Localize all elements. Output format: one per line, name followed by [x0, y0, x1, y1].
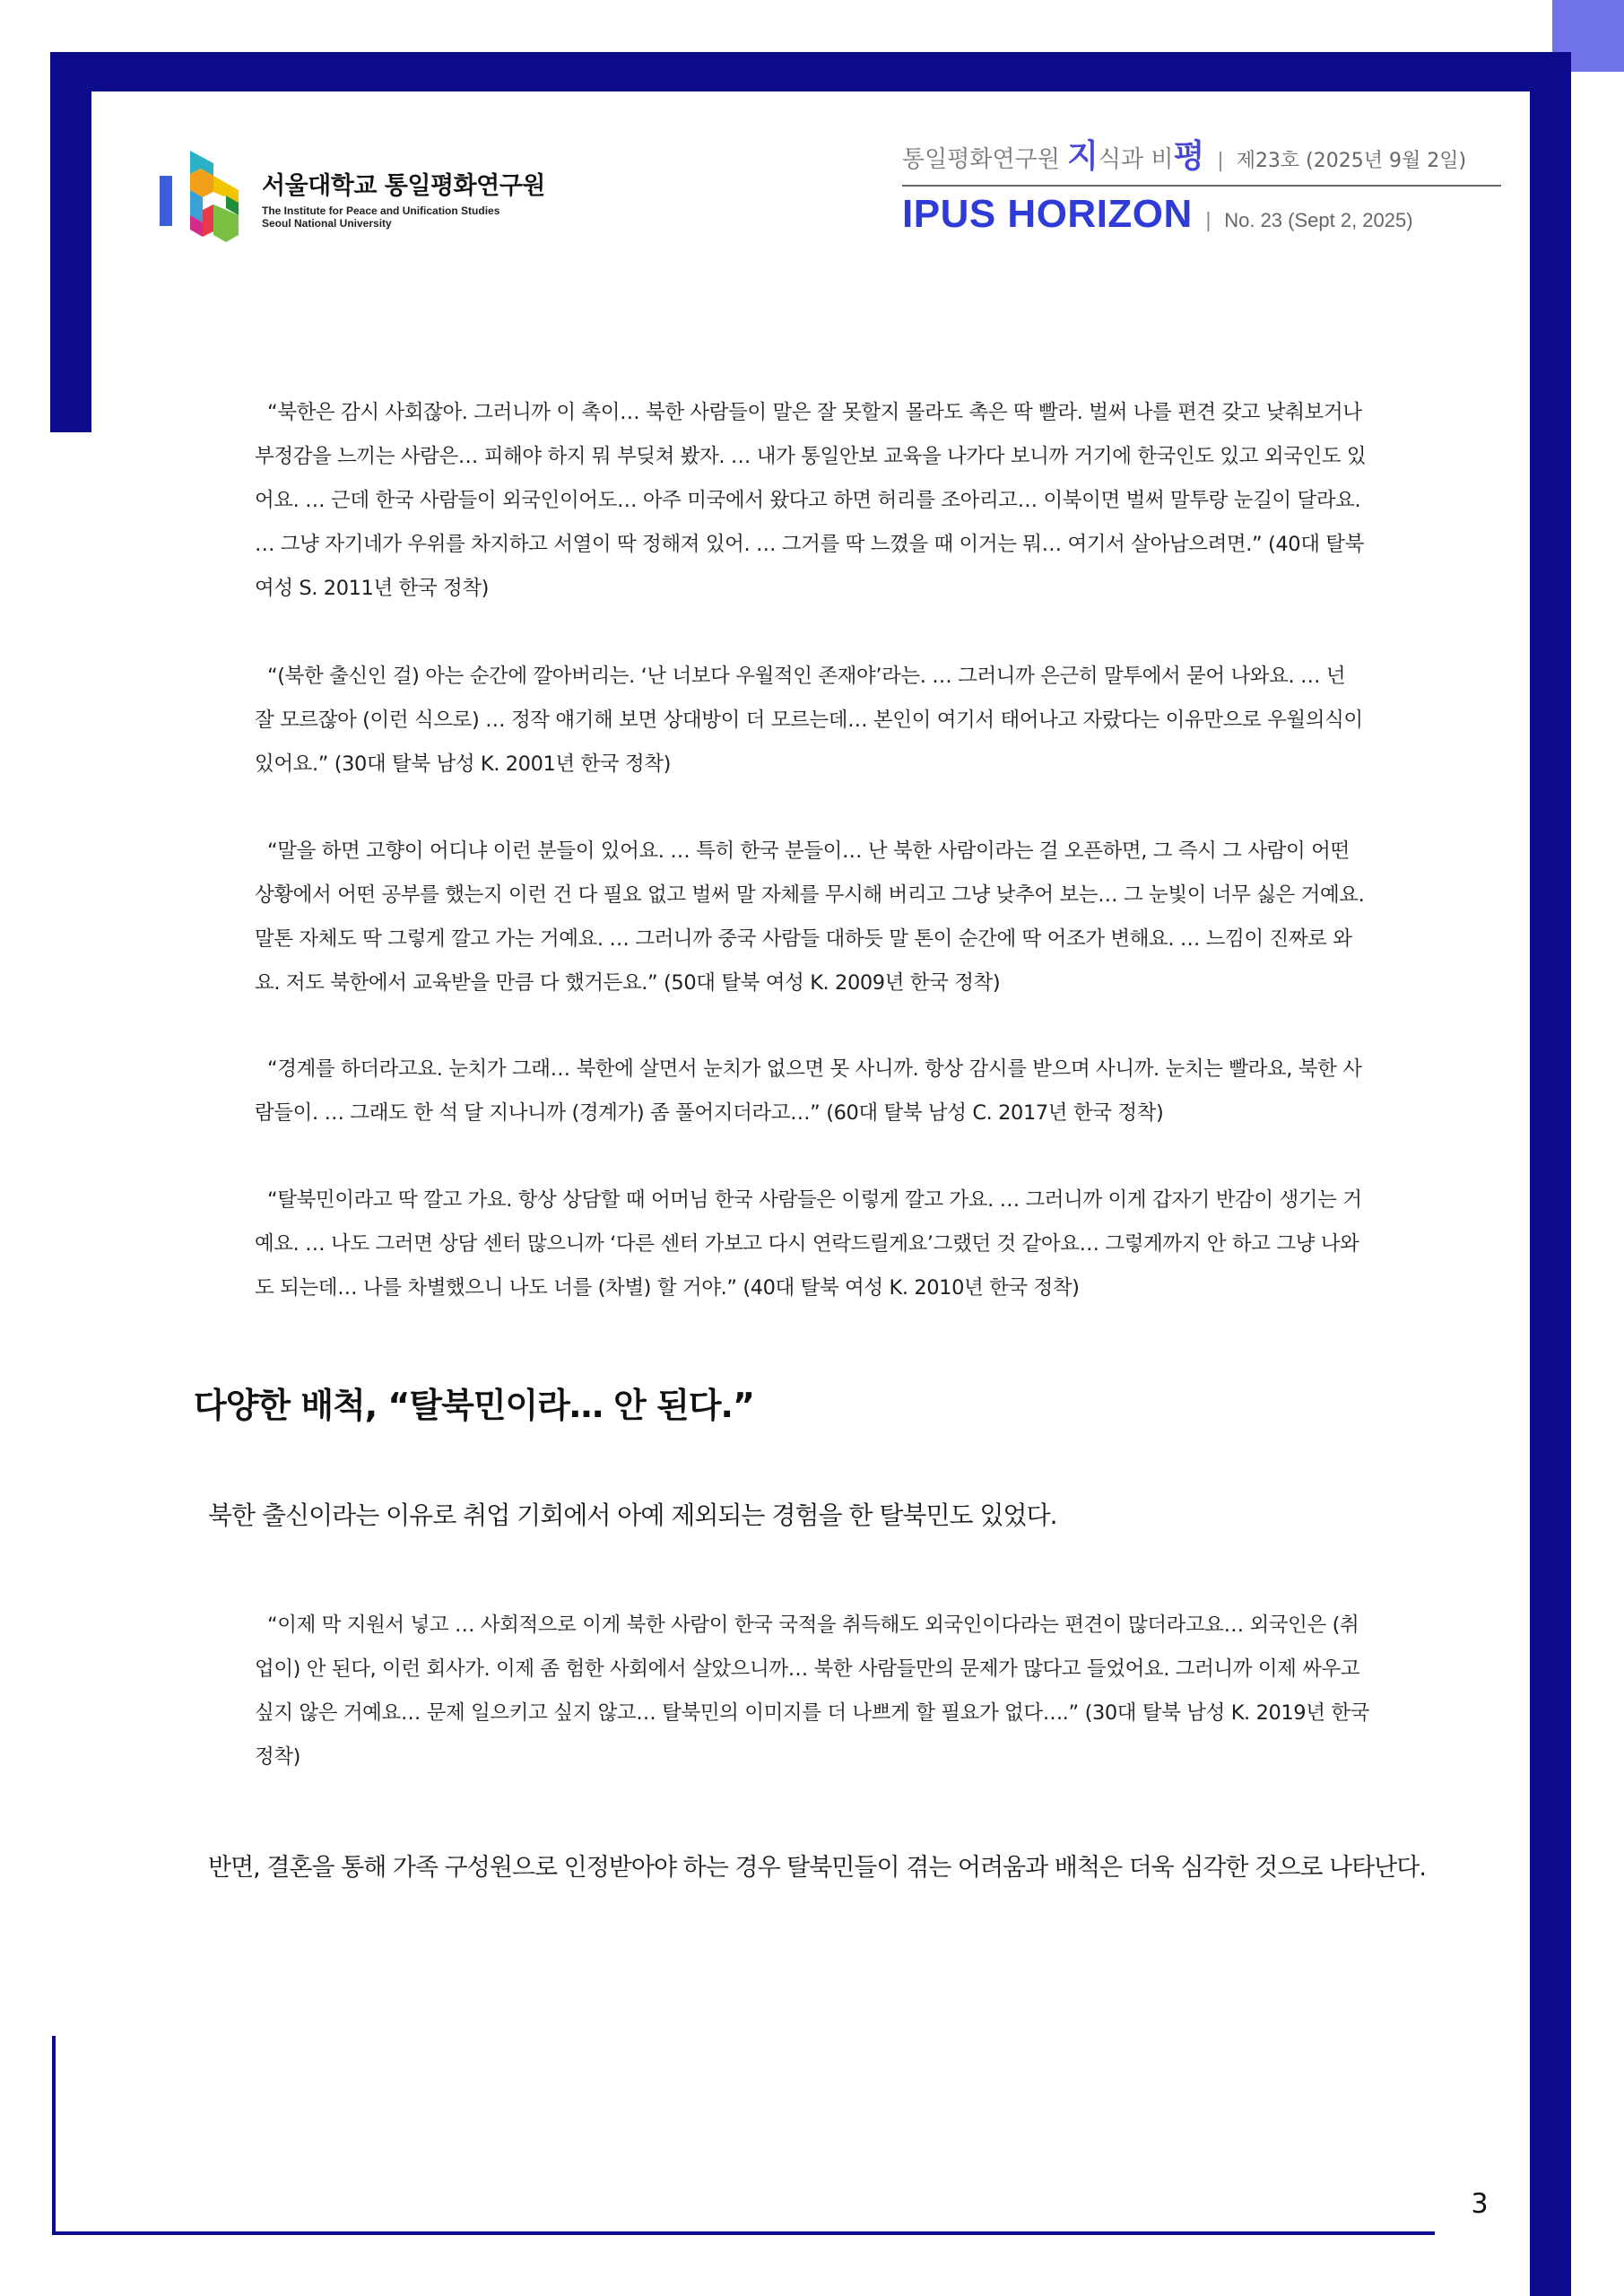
page-frame-right [1530, 52, 1571, 2296]
masthead-series-name [902, 131, 1204, 177]
page-frame-left [50, 52, 91, 432]
masthead-brand: IPUS HORIZON [902, 192, 1193, 236]
masthead-ko-row [902, 131, 1501, 183]
institute-name-en-line1: The Institute for Peace and Unification Studies [262, 204, 500, 217]
body-paragraph-1: 북한 출신이라는 이유로 취업 기회에서 아예 제외되는 경험을 한 탈북민도 있었다. [208, 1500, 1057, 1530]
masthead-separator: | [1217, 150, 1224, 172]
interview-quote-2: “(북한 출신인 걸) 아는 순간에 깔아버리는. ‘난 너보다 우월적인 존재야’라는. … 그러니까 은근히 말투에서 묻어 나와요. … 넌 잘 모르잖아 (이런 식으로) … 정작 얘기해 보면 상대방이 더 모르는데… 본인이 여기서 태어나고 자랐다는 이유만으로 우월의식이 있어요.” (30대 탈북 남성 K. 2001년 한국 정착) [255, 665, 1363, 776]
masthead-issue-ko: 제23호 (2025년 9월 2일) [1236, 150, 1467, 172]
masthead-en-row [902, 192, 1501, 237]
page-number: 3 [1471, 2188, 1489, 2220]
interview-quote-1: “북한은 감시 사회잖아. 그러니까 이 촉이… 북한 사람들이 말은 잘 못할지 몰라도 촉은 딱 빨라. 벌써 나를 편견 갖고 낮춰보거나 부정감을 느끼는 사람은… 피해야 하지 뭐 부딪쳐 봤자. … 내가 통일안보 교육을 나가다 보니까 거기에 한국인도 있고 외국인도 있어요. … 근데 한국 사람들이 외국인이어도… 아주 미국에서 왔다고 하면 허리를 조아리고… 이북이면 벌써 말투랑 눈길이 달라요. … 그냥 자기네가 우위를 차지하고 서열이 딱 정해져 있어. … 그거를 딱 느꼈을 때 이거는 뭐… 여기서 살아남으려면.” (40대 탈북 여성 S. 2011년 한국 정착) [255, 401, 1367, 600]
institute-name-en-line2: Seoul National University [262, 217, 392, 230]
body-paragraph-2: 반면, 결혼을 통해 가족 구성원으로 인정받아야 하는 경우 탈북민들이 겪는 어려움과 배척은 더욱 심각한 것으로 나타난다. [208, 1854, 1426, 1882]
footer-frame-left [52, 2036, 56, 2235]
institute-logo-icon [158, 145, 265, 251]
masthead-separator-2: | [1204, 210, 1212, 232]
institute-name-ko: 서울대학교 통일평화연구원 [262, 172, 545, 200]
page-frame-top [50, 52, 1571, 91]
masthead-prefix: 통일평화연구원 [902, 146, 1060, 173]
masthead-sik: 식과 비 [1098, 146, 1174, 173]
masthead [902, 131, 1501, 237]
institute-name-block [262, 166, 545, 230]
masthead-issue-en: No. 23 (Sept 2, 2025) [1224, 209, 1413, 231]
masthead-rule [902, 185, 1501, 187]
footer-rule [52, 2231, 1435, 2235]
interview-quote-4: “경계를 하더라고요. 눈치가 그래… 북한에 살면서 눈치가 없으면 못 사니까. 항상 감시를 받으며 사니까. 눈치는 빨라요, 북한 사람들이. … 그래도 한 석 달 지나니까 (경계가) 좀 풀어지더라고…” (60대 탈북 남성 C. 2017년 한국 정착) [255, 1057, 1362, 1125]
section-heading: 다양한 배척, “탈북민이라… 안 된다.” [194, 1386, 754, 1425]
interview-quote-3: “말을 하면 고향이 어디냐 이런 분들이 있어요. … 특히 한국 분들이… 난 북한 사람이라는 걸 오픈하면, 그 즉시 그 사람이 어떤 상황에서 어떤 공부를 했는지 이런 건 다 필요 없고 벌써 말 자체를 무시해 버리고 그냥 낮추어 보는… 그 눈빛이 너무 싫은 거예요. 말톤 자체도 딱 그렇게 깔고 가는 거예요. … 그러니까 중국 사람들 대하듯 말 톤이 순간에 딱 어조가 변해요. … 느낌이 진짜로 와요. 저도 북한에서 교육받을 만큼 다 했거든요.” (50대 탈북 여성 K. 2009년 한국 정착) [255, 839, 1365, 995]
masthead-pyeong: 평 [1173, 138, 1205, 175]
interview-quote-6: “이제 막 지원서 넣고 … 사회적으로 이게 북한 사람이 한국 국적을 취득해도 외국인이다라는 편견이 많더라고요… 외국인은 (취업이) 안 된다, 이런 회사가. 이제 좀 험한 사회에서 살았으니까… 북한 사람들만의 문제가 많다고 들었어요. 그러니까 이제 싸우고 싶지 않은 거예요… 문제 일으키고 싶지 않고… 탈북민의 이미지를 더 나쁘게 할 필요가 없다….” (30대 탈북 남성 K. 2019년 한국 정착) [255, 1613, 1369, 1769]
interview-quote-5: “탈북민이라고 딱 깔고 가요. 항상 상담할 때 어머님 한국 사람들은 이렇게 깔고 가요. … 그러니까 이게 갑자기 반감이 생기는 거예요. … 나도 그러면 상담 센터 많으니까 ‘다른 센터 가보고 다시 연락드릴게요’그랬던 것 같아요… 그렇게까지 안 하고 그냥 나와도 되는데… 나를 차별했으니 나도 너를 (차별) 할 거야.” (40대 탈북 여성 K. 2010년 한국 정착) [255, 1188, 1362, 1300]
masthead-ji: 지 [1067, 138, 1099, 175]
